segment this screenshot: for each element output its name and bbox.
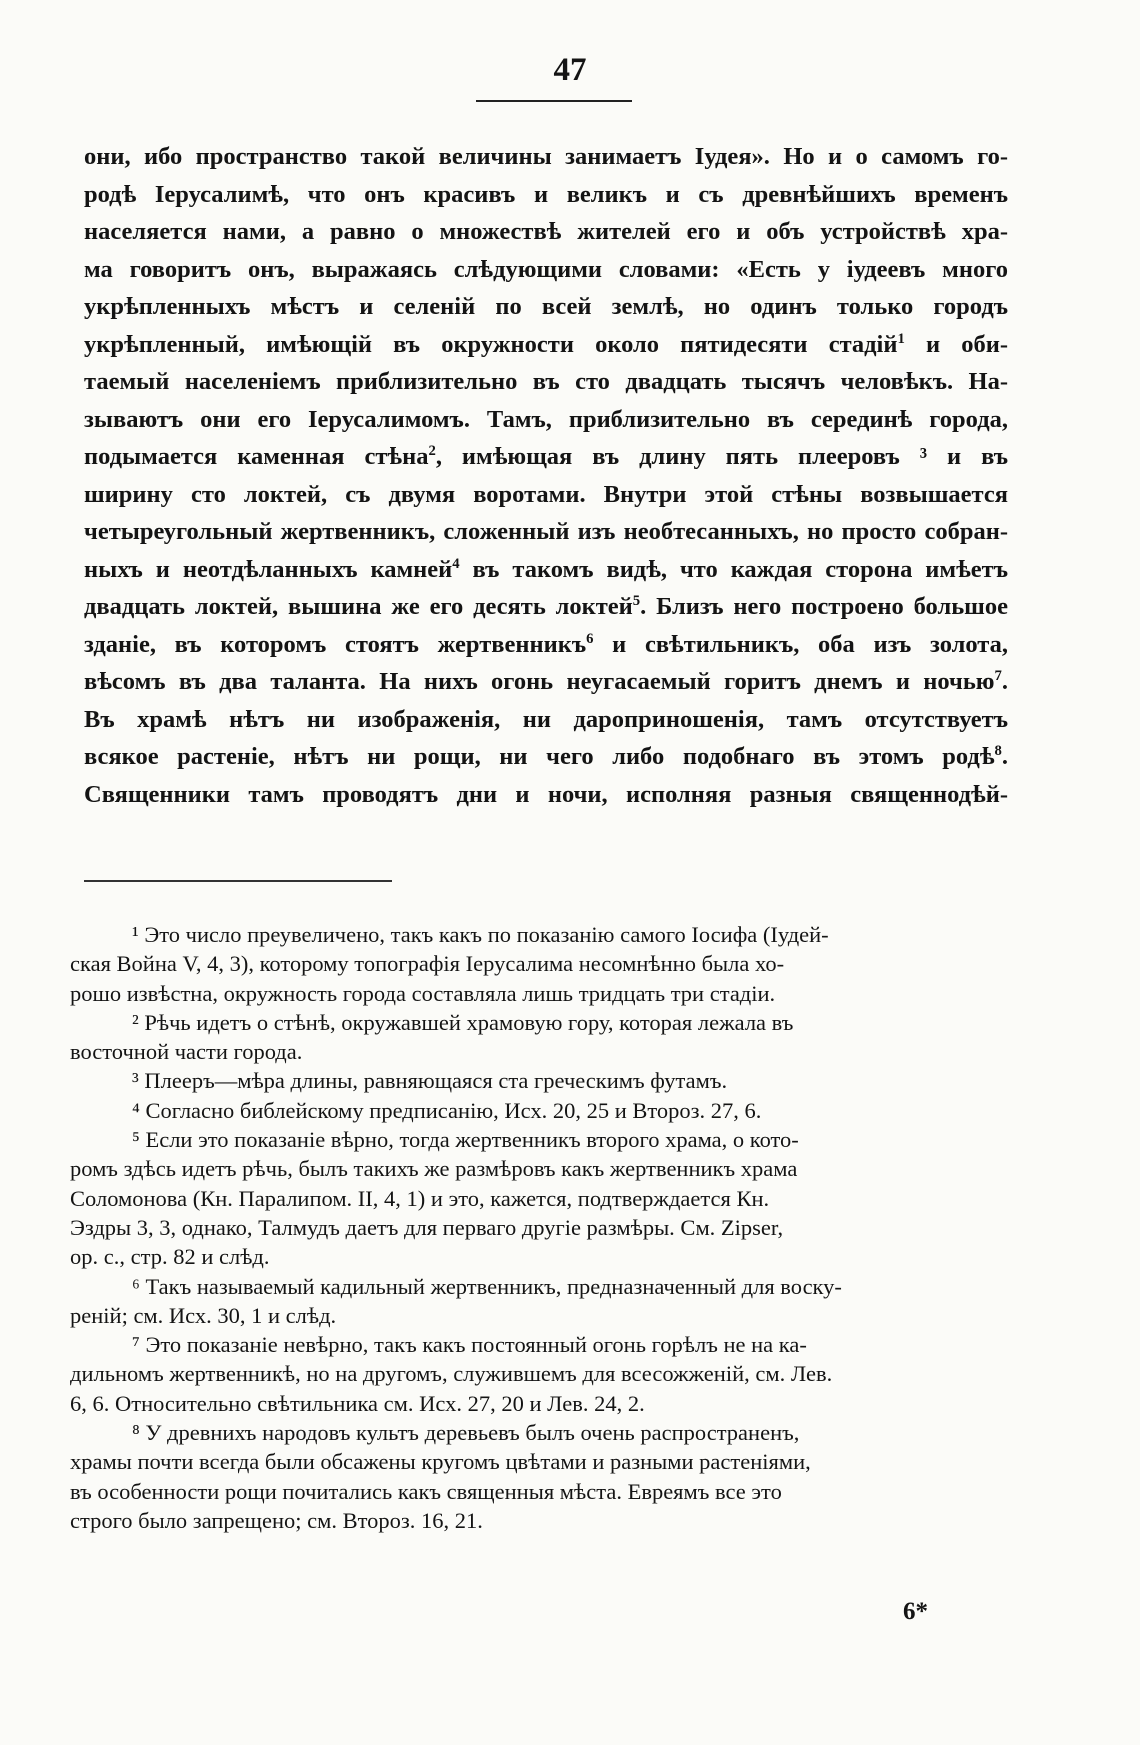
footnote-line: Эздры 3, 3, однако, Талмудъ даетъ для перваго другіе размѣры. См. Zipser,: [70, 1214, 784, 1240]
body-line: [84, 138, 1008, 176]
body-line-continuation: .: [1001, 743, 1008, 770]
footnote-line: ⁸ У древнихъ народовъ культъ деревьевъ былъ очень распространенъ,: [132, 1420, 800, 1446]
page-number: 47: [553, 52, 587, 88]
body-line: [84, 476, 1008, 514]
body-line-text: четыреугольный жертвенникъ, сложенный изъ необтесанныхъ, но просто собран-: [84, 518, 1008, 545]
footnote-line: въ особенности рощи почитались какъ священныя мѣста. Евреямъ все это: [70, 1478, 782, 1504]
body-line-text: ныхъ и неотдѣланныхъ камней: [84, 555, 453, 583]
body-line: [84, 288, 1008, 326]
body-line-text: ширину сто локтей, съ двумя воротами. Внутри этой стѣны возвышается: [84, 480, 1008, 508]
body-line-text: всякое растеніе, нѣтъ ни рощи, ни чего либо подобнаго въ этомъ родѣ: [84, 743, 995, 770]
footnote-reference: 8: [994, 742, 1002, 759]
body-line: [84, 438, 1008, 476]
body-line-text: Священники тамъ проводятъ дни и ночи, исполняя разныя священнодѣй-: [84, 780, 1008, 808]
body-line: [84, 701, 1008, 739]
footnote-reference: 4: [452, 555, 460, 572]
body-line-text: укрѣпленный, имѣющій въ окружности около пятидесяти стадій: [84, 330, 898, 358]
footnote-line: восточной части города.: [70, 1039, 303, 1065]
body-line: [84, 363, 1008, 401]
body-line-text: ма говоритъ онъ, выражаясь слѣдующими словами: «Есть у іудеевъ много: [84, 255, 1008, 283]
footnote-reference: 7: [994, 667, 1002, 684]
body-line-text: они, ибо пространство такой величины занимаетъ Іудея». Но и о самомъ го-: [84, 143, 1008, 170]
body-line-text: подымается каменная стѣна: [84, 443, 429, 470]
body-line: [84, 176, 1008, 214]
main-text: [84, 138, 1008, 813]
footnote-line: ³ Плееръ—мѣра длины, равняющаяся ста греческимъ футамъ.: [132, 1068, 728, 1094]
body-line-continuation: и свѣтильникъ, оба изъ золота,: [593, 630, 1008, 658]
body-line-text: Въ храмѣ нѣтъ ни изображенія, ни дароприношенія, тамъ отсутствуетъ: [84, 705, 1008, 733]
header-rule: [476, 100, 632, 102]
footnote-line: ² Рѣчь идетъ о стѣнѣ, окружавшей храмовую гору, которая лежала въ: [132, 1009, 794, 1035]
body-line: [84, 738, 1008, 776]
footnote-line: ⁷ Это показаніе невѣрно, такъ какъ постоянный огонь горѣлъ не на ка-: [132, 1332, 807, 1358]
body-line-text: вѣсомъ въ два таланта. На нихъ огонь неугасаемый горитъ днемъ и ночью: [84, 668, 995, 695]
body-line: [84, 551, 1008, 589]
footnote-reference: 1: [897, 330, 905, 347]
footnote-line: 6, 6. Относительно свѣтильника см. Исх. 27, 20 и Лев. 24, 2.: [70, 1390, 645, 1416]
body-line-text: двадцать локтей, вышина же его десять локтей: [84, 593, 633, 620]
body-line: [84, 401, 1008, 439]
footnote-line: op. c., стр. 82 и слѣд.: [70, 1244, 270, 1270]
body-line-text: зываютъ они его Іерусалимомъ. Тамъ, приблизительно въ серединѣ города,: [84, 405, 1008, 433]
footnote-line: храмы почти всегда были обсажены кругомъ цвѣтами и разными растеніями,: [70, 1449, 811, 1475]
footnote-reference: 6: [586, 630, 594, 647]
body-line: [84, 776, 1008, 814]
body-line-text: укрѣпленныхъ мѣстъ и селеній по всей землѣ, но одинъ только городъ: [84, 293, 1008, 320]
footnote-line: рошо извѣстна, окружность города составляла лишь тридцать три стадіи.: [70, 980, 776, 1006]
footnote-line: ⁶ Такъ называемый кадильный жертвенникъ, предназначенный для воску-: [132, 1273, 842, 1299]
body-line-text: родѣ Іерусалимѣ, что онъ красивъ и великъ и съ древнѣйшихъ временъ: [84, 180, 1008, 208]
signature-mark: 6*: [903, 1598, 928, 1625]
body-line: [84, 251, 1008, 289]
footnotes: [70, 920, 1008, 1535]
body-line-text: населяется нами, а равно о множествѣ жителей его и объ устройствѣ хра-: [84, 218, 1008, 245]
footnote-rule: [84, 880, 392, 882]
body-line-continuation: .: [1001, 668, 1008, 695]
body-line: [84, 513, 1008, 551]
body-line: [84, 213, 1008, 251]
footnote-line: ⁵ Если это показаніе вѣрно, тогда жертвенникъ второго храма, о кото-: [132, 1127, 799, 1153]
body-line-continuation: въ такомъ видѣ, что каждая сторона имѣетъ: [459, 555, 1008, 583]
body-line-continuation: и оби-: [904, 330, 1008, 358]
footnote-line: строго было запрещено; см. Второз. 16, 21.: [70, 1507, 483, 1533]
body-line-text: зданіе, въ которомъ стоятъ жертвенникъ: [84, 630, 587, 658]
footnote-reference: 2: [428, 442, 436, 459]
footnote-reference: 5: [632, 592, 641, 609]
footnote-line: ская Война V, 4, 3), которому топографія Іерусалима несомнѣнно была хо-: [70, 951, 785, 977]
body-line: [84, 326, 1008, 364]
footnote-line: ⁴ Согласно библейскому предписанію, Исх. 20, 25 и Второз. 27, 6.: [132, 1097, 762, 1123]
footnote-line: ¹ Это число преувеличено, такъ какъ по показанію самого Іосифа (Іудей-: [132, 922, 829, 947]
footnote-line: Соломонова (Кн. Паралипом. II, 4, 1) и это, кажется, подтверждается Кн.: [70, 1185, 770, 1211]
footnote-line: ромъ здѣсь идетъ рѣчь, былъ такихъ же размѣровъ какъ жертвенникъ храма: [70, 1156, 798, 1182]
body-line: [84, 626, 1008, 664]
body-line-continuation: . Близъ него построено большое: [640, 593, 1008, 620]
footnote-line: реній; см. Исх. 30, 1 и слѣд.: [70, 1302, 337, 1328]
body-line: [84, 663, 1008, 701]
body-line-text: таемый населеніемъ приблизительно въ сто двадцать тысячъ человѣкъ. На-: [84, 368, 1008, 395]
footnote-line: дильномъ жертвенникѣ, но на другомъ, служившемъ для всесожженій, см. Лев.: [70, 1361, 833, 1387]
body-line-continuation: , имѣющая въ длину пять плееровъ ³ и въ: [435, 443, 1008, 470]
body-line: [84, 588, 1008, 626]
